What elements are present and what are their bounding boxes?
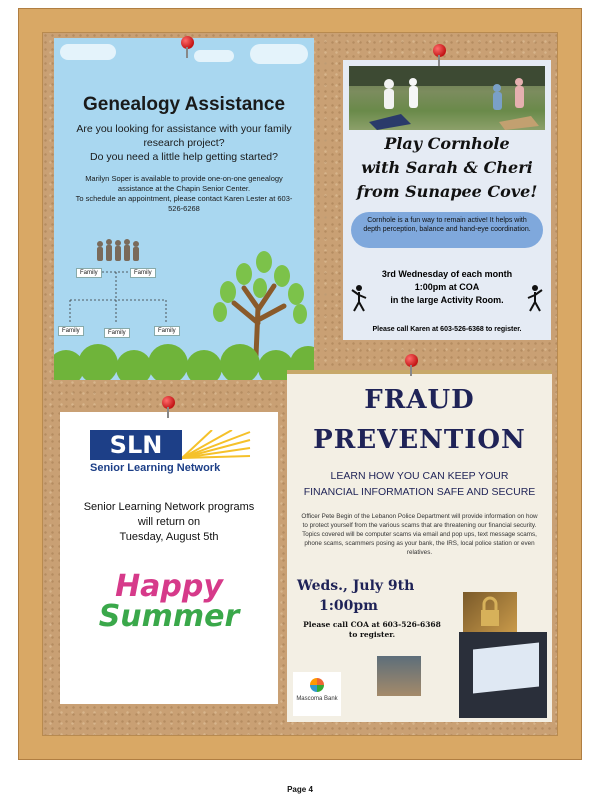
pushpin-icon: [430, 44, 448, 66]
sln-logo: [90, 430, 250, 482]
family-tag: Family: [154, 326, 180, 336]
pushpin-icon: [159, 396, 177, 418]
sln-logo-mark: SLN: [90, 430, 182, 460]
genealogy-question-1: Are you looking for assistance with your family research project?: [76, 123, 292, 149]
page-number: Page 4: [287, 785, 313, 794]
genealogy-poster: [54, 38, 314, 380]
fraud-description: Officer Pete Begin of the Lebanon Police Department will provide information on how to protect yourself from the various scams that are threatening our financial security. Topics covered will be computer scams via email and pop ups, text message scams, phone scams, scammers posing as your bank, the IRS, local police station or even relatives.: [301, 513, 538, 556]
bank-logo-icon: [310, 678, 324, 692]
happy-summer-text: Happy Summer: [98, 569, 240, 634]
fraud-register: Please call COA at 603-526-6368 to register.: [303, 620, 441, 639]
cornhole-title: Play Cornhole with Sarah & Cheri from Sunapee Cove!: [356, 134, 538, 201]
hedge-decoration: [54, 340, 314, 380]
fraud-title: FRAUD PREVENTION: [313, 385, 526, 455]
cornhole-schedule: 3rd Wednesday of each month 1:00pm at COA in the large Activity Room.: [381, 269, 513, 305]
mascoma-bank-logo: Mascoma Bank: [293, 672, 341, 716]
fraud-subtitle: LEARN HOW YOU CAN KEEP YOUR FINANCIAL INFORMATION SAFE AND SECURE: [303, 470, 536, 498]
family-tree-diagram: [54, 234, 204, 338]
genealogy-info-2: To schedule an appointment, please contact Karen Lester at 603-526-6268: [75, 194, 293, 213]
genealogy-title: Genealogy Assistance: [82, 94, 286, 115]
cornhole-photo: [349, 66, 545, 130]
cloud-icon: [250, 44, 308, 64]
family-tag: Family: [104, 328, 130, 338]
cloud-icon: [60, 44, 116, 60]
family-tag: Family: [130, 268, 156, 278]
sln-logo-subtitle: Senior Learning Network: [90, 462, 221, 474]
cornhole-benefits: Cornhole is a fun way to remain active! It helps with depth perception, balance and hand-eye coordination.: [351, 212, 543, 248]
senior-at-computer-photo: [377, 656, 421, 696]
cornhole-poster: [343, 60, 551, 340]
pushpin-icon: [178, 36, 196, 58]
sln-poster: [60, 412, 278, 704]
fraud-poster: [287, 370, 552, 722]
family-tag: Family: [58, 326, 84, 336]
padlock-photo: [463, 592, 517, 632]
family-tag: Family: [76, 268, 102, 278]
laptop-photo: [459, 632, 547, 718]
fraud-date: Weds., July 9th 1:00pm: [297, 578, 415, 614]
cloud-icon: [194, 50, 234, 62]
pushpin-icon: [402, 354, 420, 376]
cornhole-register: Please call Karen at 603-526-6368 to register.: [372, 326, 522, 333]
sln-message: Senior Learning Network programs will return on Tuesday, August 5th: [83, 501, 255, 543]
genealogy-question-2: Do you need a little help getting started?: [90, 151, 278, 163]
genealogy-info-1: Marilyn Soper is available to provide one-on-one genealogy assistance at the Chapin Senior Center.: [85, 174, 283, 193]
sunburst-icon: [182, 430, 252, 460]
